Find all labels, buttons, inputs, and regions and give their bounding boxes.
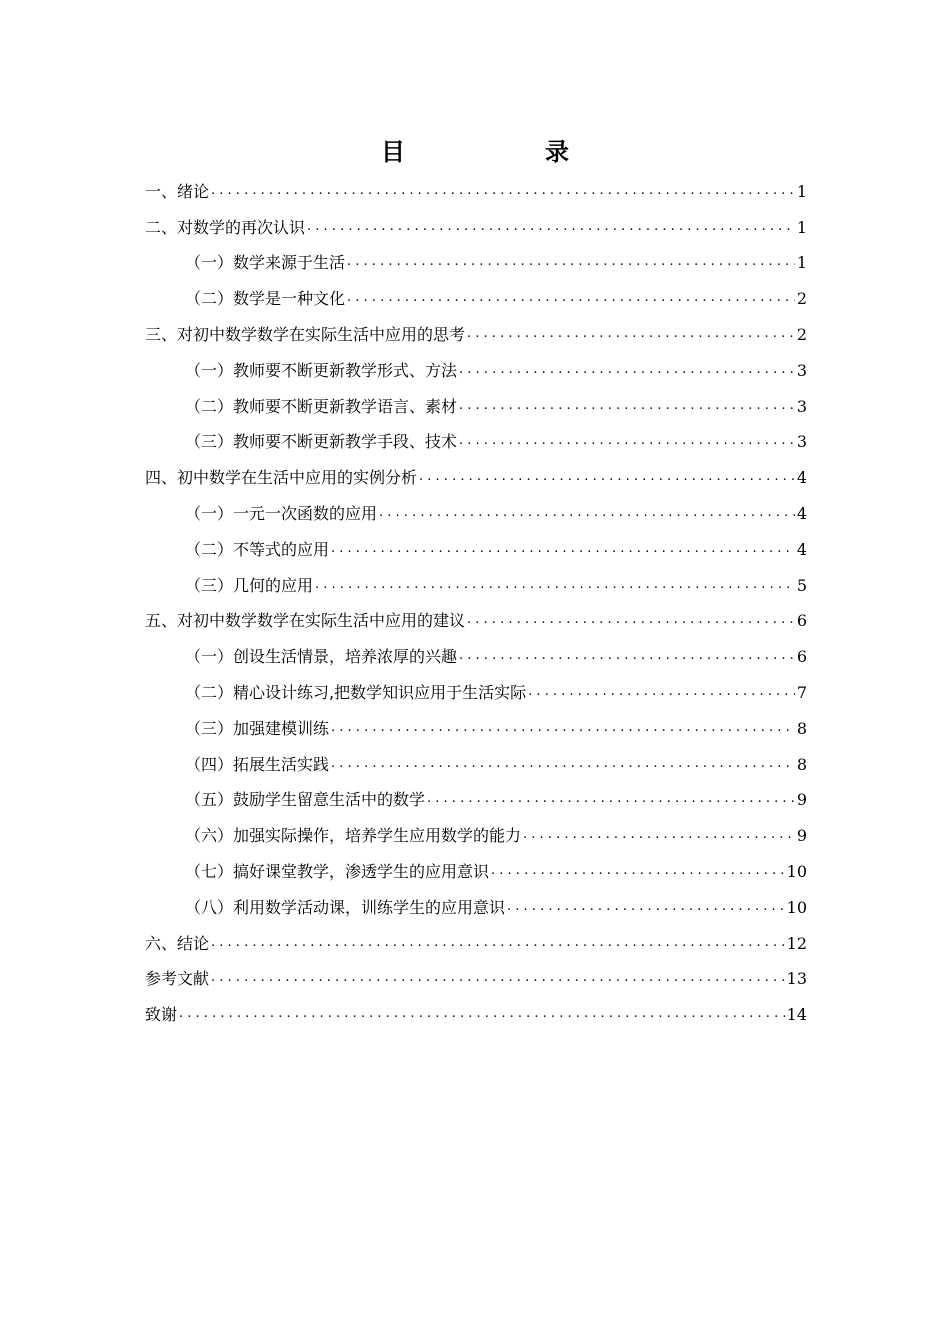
toc-entry[interactable] — [145, 524, 807, 560]
toc-page-number: 4 — [796, 503, 807, 523]
toc-entry-label: （一）教师要不断更新教学形式、方法 — [185, 360, 458, 380]
toc-dot-leader — [179, 1005, 785, 1025]
toc-title: 目 录 — [381, 138, 627, 166]
toc-dot-leader — [459, 432, 795, 452]
toc-entry-label: 三、对初中数学数学在实际生活中应用的思考 — [145, 324, 466, 344]
toc-entry[interactable] — [145, 452, 807, 488]
toc-page-number: 8 — [796, 754, 807, 774]
toc-entry[interactable] — [145, 596, 807, 632]
toc-entry-label: （一）一元一次函数的应用 — [185, 503, 378, 523]
toc-dot-leader — [211, 934, 785, 954]
toc-page-number: 9 — [796, 826, 807, 846]
toc-page-number: 3 — [796, 360, 807, 380]
toc-entry-label: （三）教师要不断更新教学手段、技术 — [185, 432, 458, 452]
toc-entry-label: （五）鼓励学生留意生活中的数学 — [185, 790, 426, 810]
toc-page-number: 4 — [796, 539, 807, 559]
toc-dot-leader — [523, 826, 795, 846]
toc-entry-label: （六）加强实际操作，培养学生应用数学的能力 — [185, 826, 522, 846]
toc-entry[interactable] — [145, 417, 807, 453]
toc-entry[interactable] — [145, 309, 807, 345]
toc-entry-label: 致谢 — [145, 1005, 178, 1025]
toc-dot-leader — [331, 540, 795, 560]
toc-dot-leader — [211, 969, 785, 989]
toc-page-number: 3 — [796, 432, 807, 452]
toc-entry-label: （四）拓展生活实践 — [185, 754, 330, 774]
toc-dot-leader — [347, 289, 795, 309]
toc-entry-label: （八）利用数学活动课，训练学生的应用意识 — [185, 897, 506, 917]
toc-entry[interactable] — [145, 381, 807, 417]
toc-page-number: 4 — [796, 468, 807, 488]
toc-dot-leader — [459, 361, 795, 381]
toc-entry[interactable] — [145, 166, 807, 202]
toc-entry-label: （二）数学是一种文化 — [185, 289, 346, 309]
toc-entry[interactable] — [145, 882, 807, 918]
toc-page-number: 10 — [786, 861, 807, 881]
toc-dot-leader — [211, 182, 795, 202]
toc-dot-leader — [307, 218, 795, 238]
toc-dot-leader — [459, 397, 795, 417]
toc-dot-leader — [331, 755, 795, 775]
toc-page-number: 3 — [796, 396, 807, 416]
toc-entry-label: （三）加强建模训练 — [185, 718, 330, 738]
toc-entry[interactable] — [145, 667, 807, 703]
toc-entry-label: （一）创设生活情景，培养浓厚的兴趣 — [185, 647, 458, 667]
toc-entry[interactable] — [145, 238, 807, 274]
toc-entry-label: 二、对数学的再次认识 — [145, 217, 306, 237]
toc-dot-leader — [379, 504, 795, 524]
toc-entry[interactable] — [145, 560, 807, 596]
toc-page-number: 13 — [786, 969, 807, 989]
toc-dot-leader — [419, 468, 795, 488]
toc-entry[interactable] — [145, 739, 807, 775]
toc-entry-label: （一）数学来源于生活 — [185, 253, 346, 273]
toc-page-number: 14 — [786, 1005, 807, 1025]
toc-entry[interactable] — [145, 703, 807, 739]
toc-entry-label: 六、结论 — [145, 933, 210, 953]
toc-page-number: 10 — [786, 897, 807, 917]
toc-entry[interactable] — [145, 810, 807, 846]
toc-entry-label: 五、对初中数学数学在实际生活中应用的建议 — [145, 611, 466, 631]
toc-entry-label: （二）精心设计练习,把数学知识应用于生活实际 — [185, 682, 527, 702]
toc-dot-leader — [491, 862, 785, 882]
toc-page-number: 2 — [796, 289, 807, 309]
toc-entry[interactable] — [145, 202, 807, 238]
toc-page-number: 9 — [796, 790, 807, 810]
toc-entry[interactable] — [145, 488, 807, 524]
toc-dot-leader — [427, 790, 795, 810]
table-of-contents — [145, 166, 807, 1025]
toc-entry-label: （二）不等式的应用 — [185, 539, 330, 559]
toc-dot-leader — [331, 719, 795, 739]
toc-page-number: 2 — [796, 324, 807, 344]
toc-entry-label: （三）几何的应用 — [185, 575, 314, 595]
toc-entry-label: 四、初中数学在生活中应用的实例分析 — [145, 468, 418, 488]
toc-page-number: 8 — [796, 718, 807, 738]
toc-dot-leader — [507, 898, 785, 918]
toc-entry[interactable] — [145, 345, 807, 381]
toc-dot-leader — [528, 683, 795, 703]
toc-entry[interactable] — [145, 775, 807, 811]
toc-entry[interactable] — [145, 273, 807, 309]
toc-entry-label: （七）搞好课堂教学，渗透学生的应用意识 — [185, 861, 490, 881]
toc-page-number: 7 — [796, 682, 807, 702]
toc-page-number: 6 — [796, 647, 807, 667]
toc-page-number: 6 — [796, 611, 807, 631]
toc-dot-leader — [315, 576, 795, 596]
toc-entry[interactable] — [145, 631, 807, 667]
toc-entry[interactable] — [145, 918, 807, 954]
toc-entry[interactable] — [145, 954, 807, 990]
toc-dot-leader — [347, 253, 795, 273]
toc-dot-leader — [467, 325, 795, 345]
toc-page-number: 1 — [796, 253, 807, 273]
toc-entry-label: 一、绪论 — [145, 181, 210, 201]
toc-page-number: 12 — [786, 933, 807, 953]
toc-page-number: 1 — [796, 217, 807, 237]
toc-entry[interactable] — [145, 989, 807, 1025]
toc-entry[interactable] — [145, 846, 807, 882]
toc-page-number: 1 — [796, 181, 807, 201]
toc-dot-leader — [467, 611, 795, 631]
toc-page-number: 5 — [796, 575, 807, 595]
toc-dot-leader — [459, 647, 795, 667]
toc-entry-label: 参考文献 — [145, 969, 210, 989]
toc-entry-label: （二）教师要不断更新教学语言、素材 — [185, 396, 458, 416]
